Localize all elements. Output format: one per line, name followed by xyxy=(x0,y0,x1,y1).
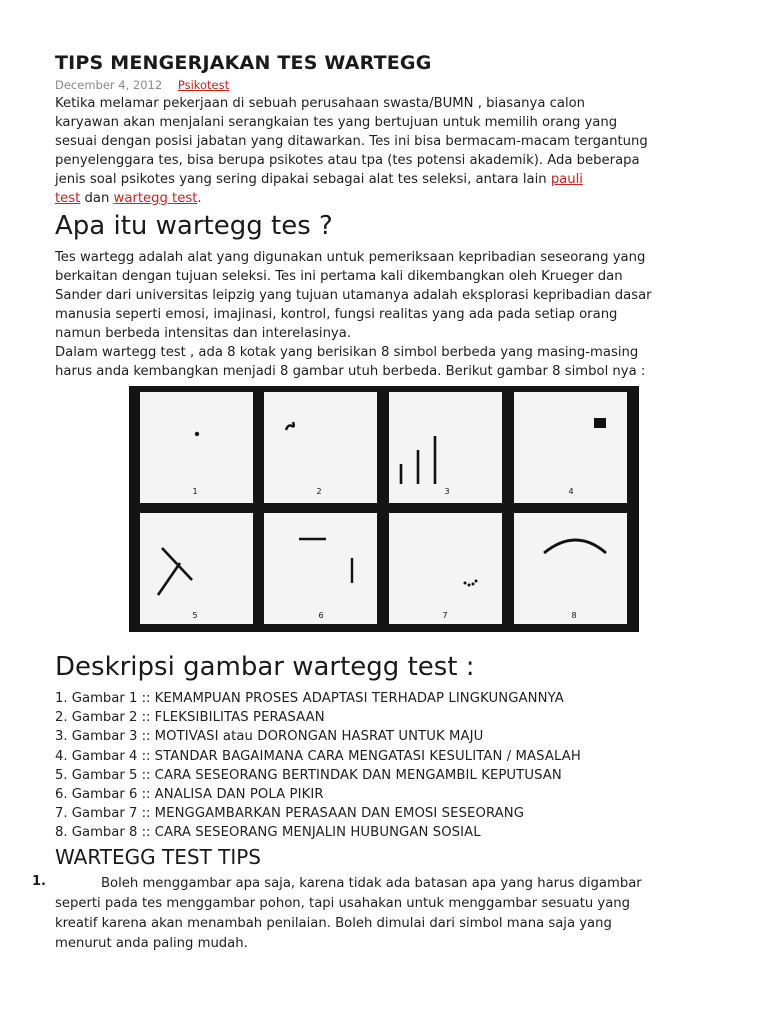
intro-paragraph xyxy=(55,94,715,208)
box-number: 1 xyxy=(186,486,204,498)
intro-line xyxy=(55,170,715,189)
wartegg-box-2 xyxy=(264,392,377,503)
box-number: 2 xyxy=(310,486,328,498)
list-item xyxy=(55,689,735,708)
period-text: . xyxy=(197,191,202,206)
intro-line: sesuai dengan posisi jabatan yang ditawarkan. Tes ini bisa bermacam-macam tergantung xyxy=(55,134,648,149)
item-desc: ANALISA DAN POLA PIKIR xyxy=(154,787,324,803)
item-label: Gambar 7 :: xyxy=(67,806,155,822)
section1-line: berkaitan dengan tujuan seleksi. Tes ini pertama kali dikembangkan oleh Krueger dan xyxy=(55,269,623,284)
wartegg-box-1 xyxy=(140,392,253,503)
item-desc: CARA SESEORANG MENJALIN HUBUNGAN SOSIAL xyxy=(154,825,481,841)
item-desc: FLEKSIBILITAS PERASAAN xyxy=(154,710,325,726)
and-text: dan xyxy=(80,191,114,206)
box-number: 4 xyxy=(562,486,580,498)
pauli-test-link[interactable]: pauli xyxy=(550,172,583,187)
box-number: 5 xyxy=(186,610,204,622)
dotted-curve-symbol-icon xyxy=(389,513,502,624)
item-number: 4. xyxy=(55,748,68,764)
section1-line: Sander dari universitas leipzig yang tujuan utamanya adalah eksplorasi kepribadian dasar xyxy=(55,288,652,303)
list-item xyxy=(55,823,735,842)
wartegg-test-link[interactable]: wartegg test xyxy=(113,191,198,206)
intro-line: penyelenggara tes, bisa berupa psikotes atau tpa (tes potensi akademik). Ada beberapa xyxy=(55,153,640,168)
post-date: December 4, 2012 xyxy=(55,78,163,92)
item-label: Gambar 1 :: xyxy=(67,691,155,706)
heading-apa-itu: Apa itu wartegg tes ? xyxy=(55,211,333,241)
article-meta xyxy=(55,78,229,92)
section1-line: Tes wartegg adalah alat yang digunakan untuk pemeriksaan kepribadian seseorang yang xyxy=(55,250,646,265)
article-title: TIPS MENGERJAKAN TES WARTEGG xyxy=(55,52,432,74)
tip-line: kreatif karena akan menambah penilaian. Boleh dimulai dari simbol mana saja yang xyxy=(55,916,612,931)
item-label: Gambar 4 :: xyxy=(67,748,155,764)
category-link[interactable]: Psikotest xyxy=(177,78,230,92)
intro-line xyxy=(55,189,715,208)
section1-line: harus anda kembangkan menjadi 8 gambar utuh berbeda. Berikut gambar 8 simbol nya : xyxy=(55,364,646,379)
list-item xyxy=(55,747,735,766)
list-item xyxy=(55,785,735,804)
item-label: Gambar 8 :: xyxy=(67,825,155,841)
description-list xyxy=(55,689,735,843)
arc-symbol-icon xyxy=(514,513,627,624)
tip-line xyxy=(55,874,705,894)
item-desc: STANDAR BAGAIMANA CARA MENGATASI KESULITAN / MASALAH xyxy=(154,748,581,764)
box-number: 7 xyxy=(436,610,454,622)
wartegg-box-4 xyxy=(514,392,627,503)
perpendicular-lines-symbol-icon xyxy=(264,513,377,624)
intro-line: Ketika melamar pekerjaan di sebuah perusahaan swasta/BUMN , biasanya calon xyxy=(55,96,586,111)
heading-tips: WARTEGG TEST TIPS xyxy=(55,845,262,869)
box-number: 3 xyxy=(438,486,456,498)
list-item xyxy=(55,708,735,727)
tip-line-text: Boleh menggambar apa saja, karena tidak ada batasan apa yang harus digambar xyxy=(101,876,642,891)
item-label: Gambar 3 :: xyxy=(67,729,155,745)
item-label: Gambar 5 :: xyxy=(67,767,155,783)
item-desc: CARA SESEORANG BERTINDAK DAN MENGAMBIL KEPUTUSAN xyxy=(154,767,562,783)
wartegg-box-8 xyxy=(514,513,627,624)
tip-line: seperti pada tes menggambar pohon, tapi usahakan untuk menggambar sesuatu yang xyxy=(55,896,631,911)
item-desc: KEMAMPUAN PROSES ADAPTASI TERHADAP LINGKUNGANNYA xyxy=(154,691,564,706)
list-item xyxy=(55,766,735,785)
wartegg-figure xyxy=(129,386,639,632)
item-number: 7. xyxy=(55,806,68,822)
item-number: 8. xyxy=(55,825,68,841)
section1-line: Dalam wartegg test , ada 8 kotak yang berisikan 8 simbol berbeda yang masing-masing xyxy=(55,345,639,360)
intro-line-text: jenis soal psikotes yang sering dipakai sebagai alat tes seleksi, antara lain xyxy=(55,172,547,187)
item-number: 6. xyxy=(55,787,68,803)
list-item xyxy=(55,804,735,823)
wartegg-box-7 xyxy=(389,513,502,624)
item-number: 2. xyxy=(55,710,68,726)
list-item xyxy=(55,727,735,746)
wartegg-box-6 xyxy=(264,513,377,624)
crossed-lines-symbol-icon xyxy=(140,513,253,624)
box-number: 6 xyxy=(312,610,330,622)
pauli-test-link-cont[interactable]: test xyxy=(55,191,81,206)
heading-deskripsi: Deskripsi gambar wartegg test : xyxy=(55,652,475,682)
wartegg-box-5 xyxy=(140,513,253,624)
item-desc: MENGGAMBARKAN PERASAAN DAN EMOSI SESEORANG xyxy=(154,806,525,822)
item-number: 5. xyxy=(55,767,68,783)
box-number: 8 xyxy=(565,610,583,622)
section1-paragraph xyxy=(55,248,715,381)
item-label: Gambar 6 :: xyxy=(67,787,155,803)
item-number: 3. xyxy=(55,729,68,745)
item-number: 1. xyxy=(55,691,68,706)
intro-line: karyawan akan menjalani serangkaian tes yang bertujuan untuk memilih orang yang xyxy=(55,115,618,130)
section1-line: manusia seperti emosi, imajinasi, kontrol, fungsi realitas yang ada pada setiap orang xyxy=(55,307,618,322)
item-desc: MOTIVASI atau DORONGAN HASRAT UNTUK MAJU xyxy=(154,729,484,745)
tip-line: menurut anda paling mudah. xyxy=(55,936,248,951)
tip-body xyxy=(55,874,705,954)
tip-number: 1. xyxy=(32,874,46,889)
item-label: Gambar 2 :: xyxy=(67,710,155,726)
wartegg-box-3 xyxy=(389,392,502,503)
section1-line: namun berbeda intensitas dan interelasinya. xyxy=(55,326,352,341)
